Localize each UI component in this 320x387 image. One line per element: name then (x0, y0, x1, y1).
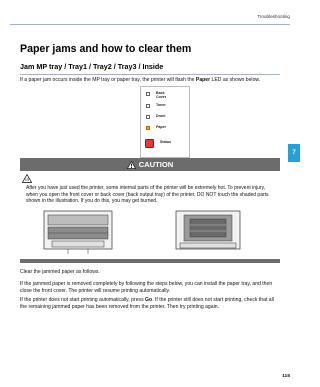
led-indicator-icon (146, 115, 150, 119)
caution-footer-bar (20, 259, 280, 263)
step-intro: Clear the jammed paper as follows. (20, 269, 100, 275)
section-heading: Jam MP tray / Tray1 / Tray2 / Tray3 / Inside (20, 62, 164, 71)
led-label: Back Cover (156, 91, 167, 99)
status-led-icon (145, 139, 154, 148)
printer-back-illustration (168, 207, 248, 255)
caution-title: CAUTION (138, 160, 174, 169)
led-flashing-icon (146, 126, 150, 130)
printer-front-illustration (38, 207, 118, 255)
caution-text: After you have just used the printer, some internal parts of the printer will be extremely hot. To prevent injury, when you open the front cover or back cover (back output tray) of the printer, DO NOT touch the shaded parts shown in the illustration. If you do this, you may get burned. (26, 185, 269, 205)
hot-surface-icon (22, 174, 32, 183)
warning-triangle-icon (127, 161, 136, 169)
led-toner (146, 104, 166, 108)
led-back-cover (146, 92, 166, 100)
led-paper (146, 126, 166, 130)
status-label: Status (160, 140, 171, 144)
intro-paragraph: If a paper jam occurs inside the MP tray or paper tray, the printer will flash the Paper LED as shown below. (20, 77, 261, 83)
led-label: Drum (156, 114, 166, 118)
step-paragraph-go: If the printer does not start printing automatically, press Go. If the printer still does not start printing, check that all the remaining jammed paper has been removed from the printer. Then try printing again. (20, 297, 274, 310)
header-rule (10, 24, 290, 25)
paper-led-name: Paper (195, 77, 211, 83)
led-label: Toner (156, 103, 166, 107)
step-paragraph: If the jammed paper is removed completely by following the steps below, you can install the paper tray, and then close the front cover. The printer will resume printing automatically. (20, 281, 273, 294)
running-header: Troubleshooting (257, 14, 290, 19)
page-title: Paper jams and how to clear them (20, 43, 192, 55)
led-panel-illustration (140, 86, 190, 158)
page-number: 115 (282, 374, 290, 379)
section-rule (20, 74, 280, 75)
led-label: Paper (156, 125, 166, 129)
led-indicator-icon (146, 104, 150, 108)
led-indicator-icon (146, 92, 150, 96)
chapter-tab: 7 (288, 144, 300, 162)
go-button-name: Go (145, 297, 153, 303)
led-drum (146, 115, 165, 119)
caution-banner (20, 158, 280, 171)
